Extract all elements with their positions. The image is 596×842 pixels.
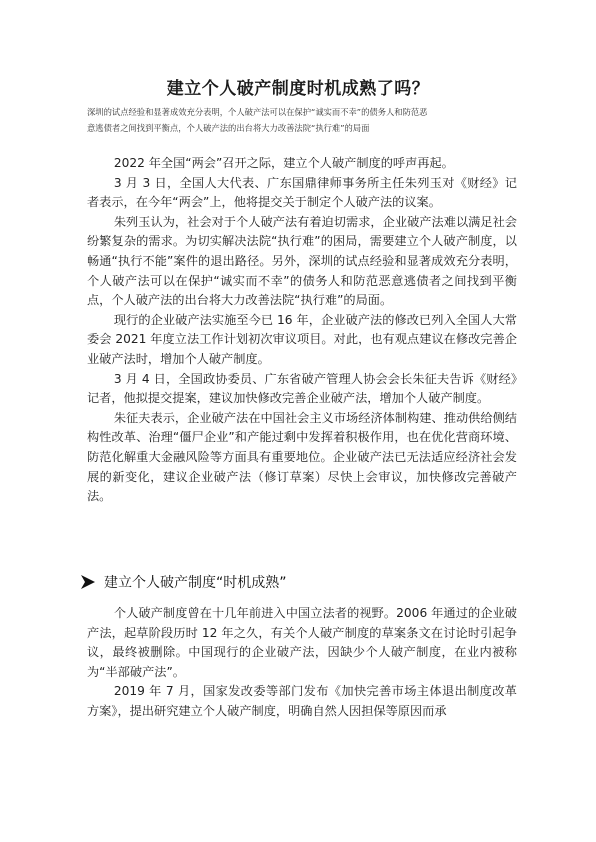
article-title: 建立个人破产制度时机成熟了吗？ bbox=[166, 79, 430, 99]
paragraph: 2019 年 7 月，国家发改委等部门发布《加快完善市场主体退出制度改革方案》，提出研究建立个人破产制度，明确自然人因担保等原因而承 bbox=[87, 684, 517, 718]
subtitle-line: 深圳的试点经验和显著成效充分表明，个人破产法可以在保护“诚实而不幸”的债务人和防范恶 bbox=[87, 107, 428, 117]
paragraph: 3 月 4 日，全国政协委员、广东省破产管理人协会会长朱征夫告诉《财经》记者，他拟提交提案，建议加快修改完善企业破产法，增加个人破产制度。 bbox=[87, 371, 517, 406]
article-body bbox=[87, 154, 517, 507]
section-body bbox=[87, 604, 517, 722]
arrow-bullet-icon bbox=[80, 574, 96, 590]
section-heading bbox=[80, 570, 520, 594]
paragraph: 现行的企业破产法实施至今已 16 年，企业破产法的修改已列入全国人大常委会 2021 年度立法工作计划初次审议项目。对此，也有观点建议在修改完善企业破产法时，增加个人破产制度。 bbox=[87, 312, 517, 366]
paragraph: 2022 年全国“两会”召开之际，建立个人破产制度的呼声再起。 bbox=[113, 156, 454, 170]
paragraph: 朱征夫表示，企业破产法在中国社会主义市场经济体制构建、推动供给侧结构性改革、治理“僵尸企业”和产能过剩中发挥着积极作用，也在优化营商环境、防范化解重大金融风险等方面具有重要地位。企业破产法已无法适应经济社会发展的新变化，建议企业破产法（修订草案）尽快上会审议，加快修改完善破产法。 bbox=[87, 410, 517, 504]
subtitle-line: 意逃债者之间找到平衡点，个人破产法的出台将大力改善法院“执行难”的局面 bbox=[87, 123, 370, 133]
section-heading-text: 建立个人破产制度“时机成熟” bbox=[104, 575, 287, 591]
article-subtitle bbox=[87, 104, 517, 136]
paragraph: 个人破产制度曾在十几年前进入中国立法者的视野。2006 年通过的企业破产法，起草阶段历时 12 年之久，有关个人破产制度的草案条文在讨论时引起争议，最终被删除。中国现行的企业破产法，因缺少个人破产制度，在业内被称为“半部破产法”。 bbox=[87, 606, 517, 679]
paragraph: 朱列玉认为，社会对于个人破产法有着迫切需求，企业破产法难以满足社会纷繁复杂的需求。为切实解决法院“执行难”的困局，需要建立个人破产制度，以畅通“执行不能”案件的退出路径。另外，深圳的试点经验和显著成效充分表明，个人破产法可以在保护“诚实而不幸”的债务人和防范恶意逃债者之间找到平衡点，个人破产法的出台将大力改善法院“执行难”的局面。 bbox=[87, 214, 517, 308]
paragraph: 3 月 3 日，全国人大代表、广东国鼎律师事务所主任朱列玉对《财经》记者表示，在今年“两会”上，他将提交关于制定个人破产法的议案。 bbox=[87, 175, 517, 210]
